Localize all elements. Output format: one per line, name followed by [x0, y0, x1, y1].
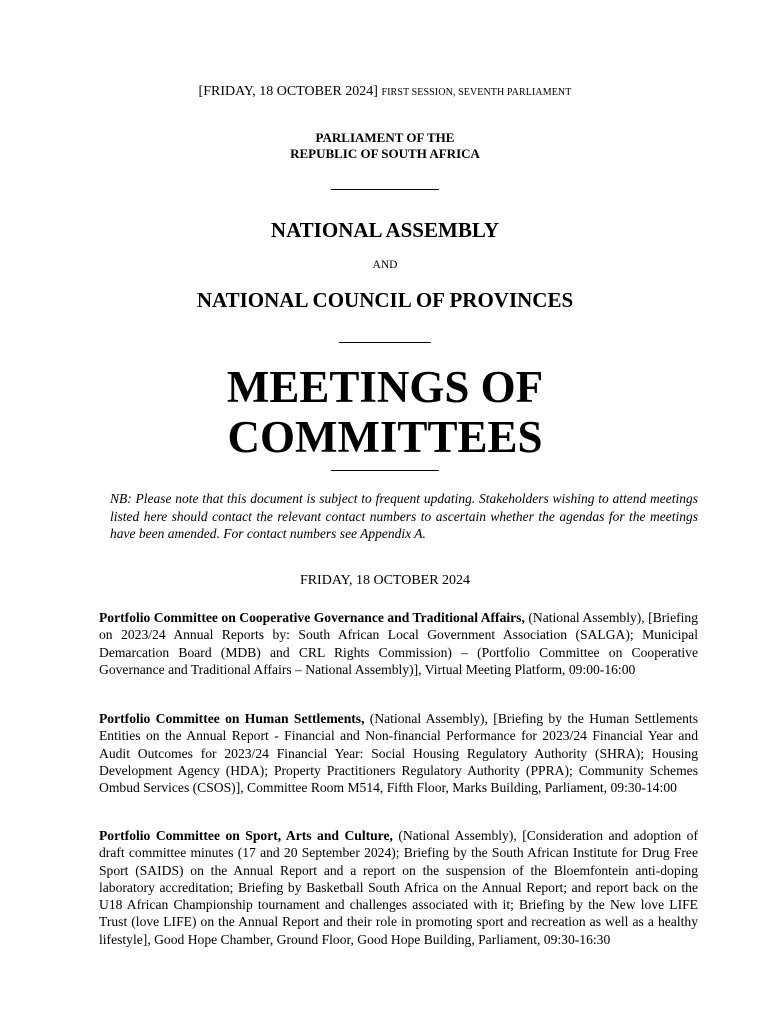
title-line-2: COMMITTEES [227, 412, 543, 462]
update-notice: NB: Please note that this document is subject to frequent updating. Stakeholders wishing to attend meetings listed here should contact the relevant contact numbers to ascertain whether the agendas for the meetings have been amended. For contact numbers see Appendix A. [110, 491, 698, 541]
committee-entry [99, 609, 698, 678]
committee-details: (National Assembly), [Consideration and adoption of draft committee minutes (17 and 20 September 2024); Briefing by the South African Institute for Drug Free Sport (SAIDS) on the Annual Report and a report on the suspension of the Bloemfontein anti-doping laboratory accreditation; Briefing by Basketball South Africa on the Annual Report; and report back on the U18 African Championship tournament and challenges associated with it; Briefing by the New love LIFE Trust (love LIFE) on the Annual Report and their role in promoting sport and recreation as well as a healthy lifestyle], Good Hope Chamber, Ground Floor, Good Hope Building, Parliament, 09:30-16:30 [99, 828, 698, 947]
header-date: [FRIDAY, 18 OCTOBER 2024] [198, 84, 378, 99]
committee-entry [99, 710, 698, 796]
divider-rule-1 [0, 180, 770, 192]
divider-rule-3 [0, 461, 770, 473]
session-header [0, 84, 770, 100]
page-title [0, 362, 770, 462]
committee-entry [99, 827, 698, 948]
parliament-line-2: REPUBLIC OF SOUTH AFRICA [290, 146, 480, 161]
title-line-1: MEETINGS OF [226, 362, 544, 412]
committee-name: Portfolio Committee on Sport, Arts and Culture, [99, 828, 393, 843]
national-assembly-heading: NATIONAL ASSEMBLY [270, 218, 500, 242]
date-heading: FRIDAY, 18 OCTOBER 2024 [299, 573, 471, 588]
committee-details: (National Assembly), [Briefing by the Human Settlements Entities on the Annual Report - Financial and Non-financial Performance for 2023/24 Financial Year and Audit Outcomes for 2023/24 Financial Year: Social Housing Regulatory Authority (SHRA); Housing Development Agency (HDA); Property Practitioners Regulatory Authority (PPRA); Community Schemes Ombud Services (CSOS)], Committee Room M514, Fifth Floor, Marks Building, Parliament, 09:30-14:00 [99, 711, 698, 796]
divider-rule-2 [0, 333, 770, 345]
parliament-heading [0, 130, 770, 162]
committee-details: (National Assembly), [Briefing on 2023/24 Annual Reports by: South African Local Government Association (SALGA); Municipal Demarcation Board (MDB) and CRL Rights Commission) – (Portfolio Committee on Cooperative Governance and Traditional Affairs – National Assembly)], Virtual Meeting Platform, 09:00-16:00 [99, 610, 698, 677]
and-separator: AND [372, 259, 398, 271]
committee-name: Portfolio Committee on Cooperative Governance and Traditional Affairs, [99, 610, 525, 625]
parliament-line-1: PARLIAMENT OF THE [315, 130, 455, 145]
header-session: FIRST SESSION, SEVENTH PARLIAMENT [381, 87, 572, 98]
committee-name: Portfolio Committee on Human Settlements, [99, 711, 365, 726]
ncop-heading: NATIONAL COUNCIL OF PROVINCES [196, 288, 574, 312]
